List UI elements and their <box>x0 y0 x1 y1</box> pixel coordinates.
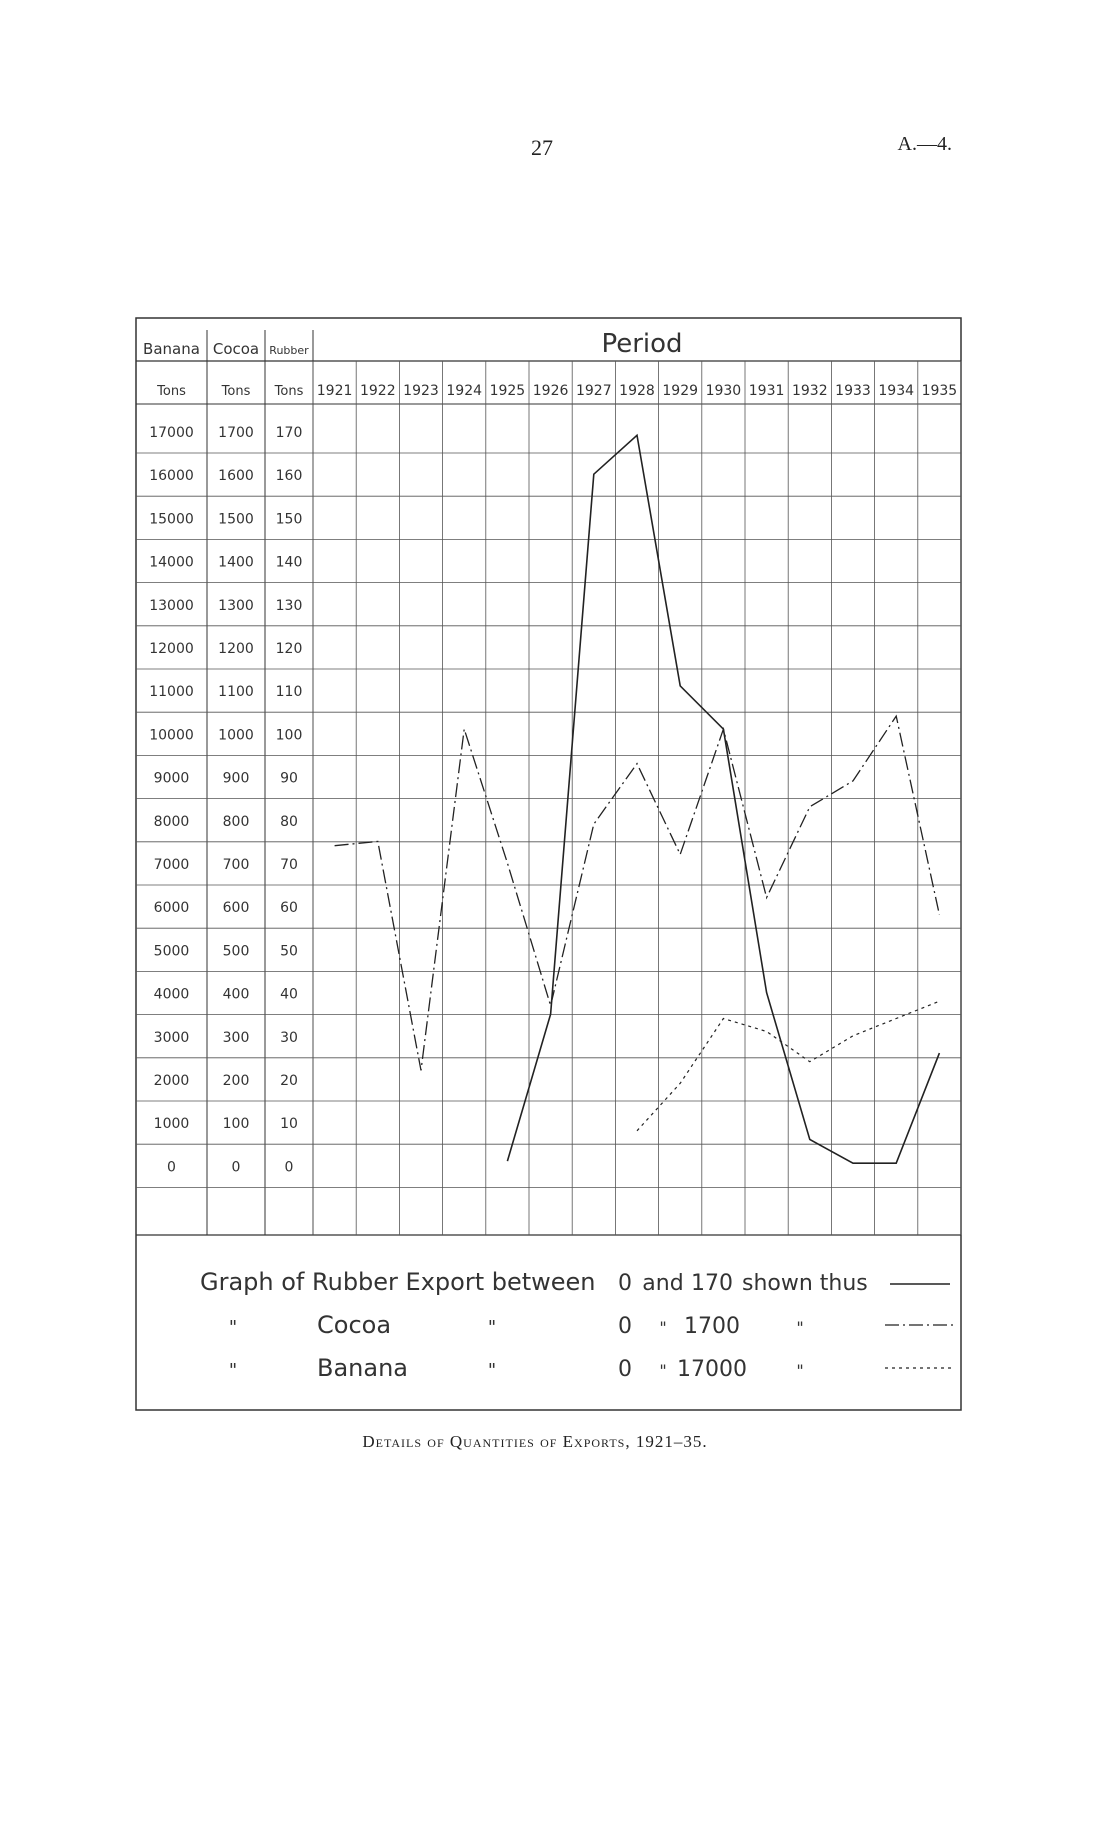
x-tick-label: 1929 <box>662 383 699 399</box>
x-tick-label: 1927 <box>575 383 612 399</box>
tick-label-rubber: 20 <box>280 1073 298 1089</box>
legend-from-banana: 0 <box>618 1357 632 1382</box>
tick-label-rubber: 130 <box>275 597 303 614</box>
legend-rubber-shown: shown thus <box>742 1271 868 1296</box>
x-tick-label: 1934 <box>878 383 915 399</box>
x-tick-label: 1930 <box>705 383 742 399</box>
legend-to-banana: 17000 <box>677 1357 747 1382</box>
legend-ditto-banana: " <box>228 1360 238 1381</box>
x-tick-label: 1935 <box>921 383 958 399</box>
x-tick-label: 1928 <box>619 383 655 399</box>
tick-label-rubber: 100 <box>275 727 303 744</box>
x-tick-label: 1921 <box>316 383 353 399</box>
tick-label-banana: 4000 <box>153 986 190 1003</box>
legend-ditto-cocoa: " <box>228 1317 238 1338</box>
axis-unit-cocoa: Tons <box>221 384 251 399</box>
tick-label-cocoa: 1400 <box>218 554 254 571</box>
tick-label-cocoa: 0 <box>231 1159 241 1176</box>
tick-label-cocoa: 1000 <box>218 727 254 744</box>
tick-label-rubber: 140 <box>275 554 303 571</box>
legend-commodity-cocoa: Cocoa <box>317 1311 392 1339</box>
tick-label-cocoa: 200 <box>222 1073 250 1089</box>
legend-rubber-to: 170 <box>691 1271 733 1296</box>
tick-label-rubber: 70 <box>280 857 298 873</box>
axis-header-banana: Banana <box>143 340 200 358</box>
tick-label-rubber: 80 <box>280 813 298 830</box>
legend-rubber-and: and <box>642 1271 684 1296</box>
tick-label-banana: 1000 <box>153 1116 190 1133</box>
tick-label-banana: 13000 <box>149 597 194 614</box>
tick-label-cocoa: 500 <box>222 943 250 960</box>
tick-label-rubber: 90 <box>280 770 298 787</box>
tick-label-cocoa: 400 <box>222 986 250 1003</box>
tick-label-banana: 11000 <box>149 684 194 701</box>
tick-label-rubber: 150 <box>275 511 303 528</box>
legend-rubber-from: 0 <box>618 1271 632 1296</box>
chart-title: Period <box>601 329 683 359</box>
figure-caption: Details of Quantities of Exports, 1921–35. <box>362 1432 708 1451</box>
legend-ditto2-cocoa: " <box>487 1317 497 1338</box>
series-line-cocoa <box>335 716 940 1070</box>
x-tick-label: 1924 <box>446 383 483 399</box>
tick-label-cocoa: 800 <box>222 813 250 830</box>
axis-unit-banana: Tons <box>157 384 186 399</box>
chart-frame <box>136 318 961 1410</box>
tick-label-rubber: 50 <box>280 943 298 960</box>
x-tick-label: 1925 <box>489 383 526 399</box>
tick-label-rubber: 0 <box>284 1159 294 1176</box>
tick-label-banana: 8000 <box>153 813 190 830</box>
tick-label-cocoa: 1600 <box>218 468 254 485</box>
axis-header-rubber: Rubber <box>269 344 309 357</box>
tick-label-cocoa: 1200 <box>218 641 254 657</box>
legend-and-banana: " <box>659 1361 667 1380</box>
x-tick-label: 1926 <box>532 383 569 399</box>
legend-commodity-banana: Banana <box>317 1354 409 1382</box>
tick-label-cocoa: 900 <box>222 770 250 787</box>
tick-label-rubber: 60 <box>280 900 298 917</box>
tick-label-rubber: 110 <box>275 684 303 701</box>
section-reference: A.—4. <box>897 133 952 155</box>
tick-label-banana: 12000 <box>149 641 194 657</box>
axis-header-cocoa: Cocoa <box>212 340 260 358</box>
tick-label-cocoa: 1100 <box>218 684 254 701</box>
tick-label-banana: 17000 <box>149 425 194 441</box>
legend-shown-banana: " <box>796 1361 804 1380</box>
tick-label-banana: 15000 <box>149 511 194 528</box>
tick-label-cocoa: 1700 <box>218 425 254 441</box>
tick-label-cocoa: 300 <box>222 1029 250 1046</box>
tick-label-banana: 2000 <box>153 1073 190 1089</box>
legend-shown-cocoa: " <box>796 1318 804 1337</box>
x-tick-label: 1931 <box>748 383 785 399</box>
x-tick-label: 1932 <box>791 383 828 399</box>
x-tick-label: 1923 <box>403 383 439 399</box>
tick-label-cocoa: 100 <box>222 1116 250 1133</box>
tick-label-banana: 10000 <box>149 727 194 744</box>
legend-rubber-label: Graph of Rubber Export between <box>200 1268 596 1296</box>
tick-label-cocoa: 1500 <box>218 511 254 528</box>
x-tick-label: 1933 <box>835 383 871 399</box>
tick-label-rubber: 30 <box>280 1029 298 1046</box>
tick-label-banana: 6000 <box>153 900 190 917</box>
tick-label-rubber: 120 <box>275 641 303 657</box>
tick-label-cocoa: 700 <box>222 857 250 873</box>
legend-from-cocoa: 0 <box>618 1314 632 1339</box>
legend-and-cocoa: " <box>659 1318 667 1337</box>
tick-label-banana: 0 <box>167 1159 176 1176</box>
tick-label-banana: 3000 <box>153 1029 190 1046</box>
tick-label-banana: 7000 <box>153 857 190 873</box>
tick-label-rubber: 170 <box>275 425 303 441</box>
x-tick-label: 1922 <box>359 383 396 399</box>
tick-label-banana: 5000 <box>153 943 190 960</box>
axis-unit-rubber: Tons <box>274 384 304 399</box>
tick-label-rubber: 10 <box>280 1116 298 1133</box>
tick-label-cocoa: 600 <box>222 900 250 917</box>
tick-label-banana: 16000 <box>149 468 194 485</box>
tick-label-cocoa: 1300 <box>218 597 254 614</box>
tick-label-rubber: 40 <box>280 986 298 1003</box>
page-number: 27 <box>531 135 553 160</box>
tick-label-banana: 14000 <box>149 554 194 571</box>
tick-label-rubber: 160 <box>275 468 303 485</box>
tick-label-banana: 9000 <box>153 770 190 787</box>
legend-ditto2-banana: " <box>487 1360 497 1381</box>
legend-to-cocoa: 1700 <box>684 1314 740 1339</box>
